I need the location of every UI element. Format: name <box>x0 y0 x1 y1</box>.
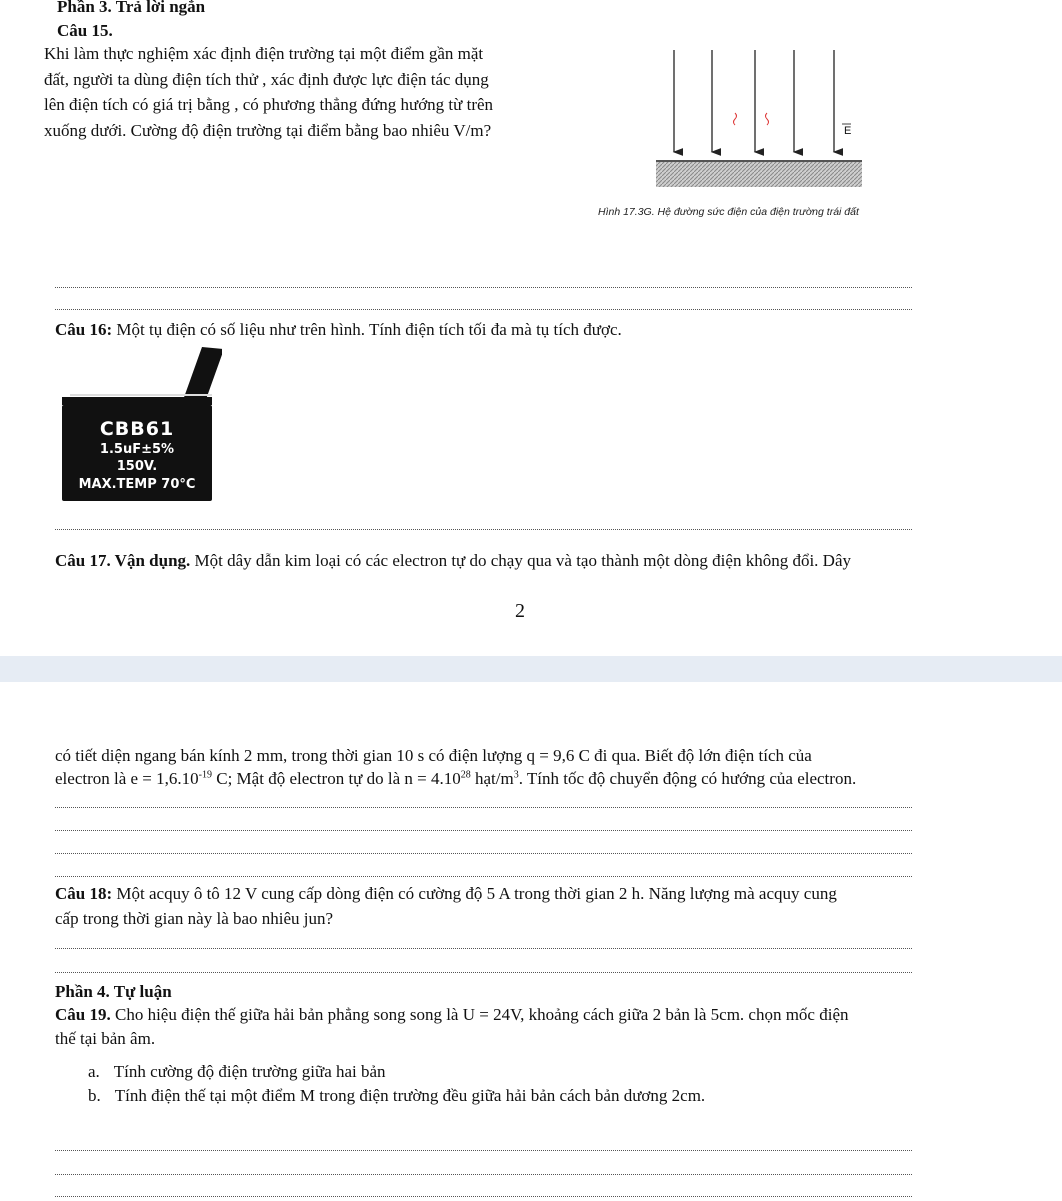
figure-caption: Hình 17.3G. Hệ đường sức điện của điện trường trái đất <box>598 206 859 218</box>
q16-text <box>55 320 622 340</box>
answer-line <box>55 287 912 288</box>
q18-line-1 <box>55 884 837 904</box>
field-e-label: E <box>844 125 852 137</box>
q19-line-2: thế tại bản âm. <box>55 1029 156 1048</box>
q19-text-1: Cho hiệu điện thế giữa hải bản phẳng song song là U = 24V, khoảng cách giữa 2 bản là 5cm. chọn mốc điện <box>110 1005 849 1024</box>
answer-line <box>55 853 912 854</box>
q16-label: Câu 16: <box>55 320 113 339</box>
item-marker-a: a. <box>88 1062 100 1081</box>
item-marker-b: b. <box>88 1086 101 1105</box>
q18-text-1: Một acquy ô tô 12 V cung cấp dòng điện có cường độ 5 A trong thời gian 2 h. Năng lượng mà acquy cung <box>112 884 837 903</box>
q19-line-1 <box>55 1005 849 1025</box>
q17-label: Câu 17. Vận dụng. <box>55 551 191 570</box>
q19-item-a <box>88 1062 386 1082</box>
capacitor-voltage: 150V. <box>116 459 158 474</box>
answer-line <box>55 830 912 831</box>
q15-label: Câu 15. <box>57 21 113 40</box>
item-text-a: Tính cường độ điện trường giữa hai bản <box>113 1062 386 1081</box>
capacitor-model: CBB61 <box>99 418 175 440</box>
q17-line-1 <box>55 551 851 571</box>
answer-line <box>55 1196 912 1197</box>
q17-text-1: Một dây dẫn kim loại có các electron tự do chạy qua và tạo thành một dòng điện không đổi. Dây <box>190 551 851 570</box>
exponent-e: -19 <box>198 769 212 781</box>
q18-line-2: cấp trong thời gian này là bao nhiêu jun? <box>55 909 334 928</box>
q19-item-b <box>88 1086 705 1106</box>
page-number: 2 <box>515 600 525 622</box>
answer-line <box>55 1174 912 1175</box>
q16-body: Một tụ điện có số liệu như trên hình. Tính điện tích tối đa mà tụ tích được. <box>112 320 622 339</box>
answer-line <box>55 948 912 949</box>
answer-line <box>55 972 912 973</box>
q19-label: Câu 19. <box>55 1005 111 1024</box>
q18-label: Câu 18: <box>55 884 113 903</box>
q15-line-4: xuống dưới. Cường độ điện trường tại điểm bằng bao nhiêu V/m? <box>44 121 492 140</box>
capacitor-capacitance: 1.5uF±5% <box>99 442 175 457</box>
q17-text-3c: hạt/m <box>470 769 514 788</box>
answer-line <box>55 529 912 530</box>
page-break <box>0 656 1062 682</box>
q17-text-3a: electron là e = 1,6.10 <box>55 769 199 788</box>
q15-line-1: Khi làm thực nghiệm xác định điện trường tại một điểm gần mặt <box>44 44 484 63</box>
field-arrows <box>674 50 834 152</box>
q17-line-2: có tiết diện ngang bán kính 2 mm, trong thời gian 10 s có điện lượng q = 9,6 C đi qua. Biết độ lớn điện tích của <box>55 746 812 765</box>
answer-line <box>55 309 912 310</box>
exponent-n: 28 <box>460 769 471 781</box>
part3-title: Phần 3. Trả lời ngắn <box>57 0 206 16</box>
part4-title: Phần 4. Tự luận <box>55 982 172 1001</box>
q15-line-3: lên điện tích có giá trị bằng , có phương thẳng đứng hướng từ trên <box>44 95 494 114</box>
answer-line <box>55 807 912 808</box>
exponent-m: 3 <box>513 769 519 781</box>
answer-line <box>55 876 912 877</box>
capacitor-temp: MAX.TEMP 70°C <box>78 477 196 492</box>
ground-surface <box>656 161 862 187</box>
q17-line-3 <box>55 769 856 789</box>
small-marks <box>734 113 769 125</box>
item-text-b: Tính điện thế tại một điểm M trong điện trường đều giữa hải bản cách bản dương 2cm. <box>114 1086 706 1105</box>
answer-line <box>55 1150 912 1151</box>
field-lines-figure <box>622 40 922 230</box>
q15-line-2: đất, người ta dùng điện tích thử , xác định được lực điện tác dụng <box>44 70 489 89</box>
q17-text-3b: C; Mật độ electron tự do là n = 4.10 <box>212 769 461 788</box>
q17-text-3d: . Tính tốc độ chuyển động có hướng của electron. <box>518 769 857 788</box>
